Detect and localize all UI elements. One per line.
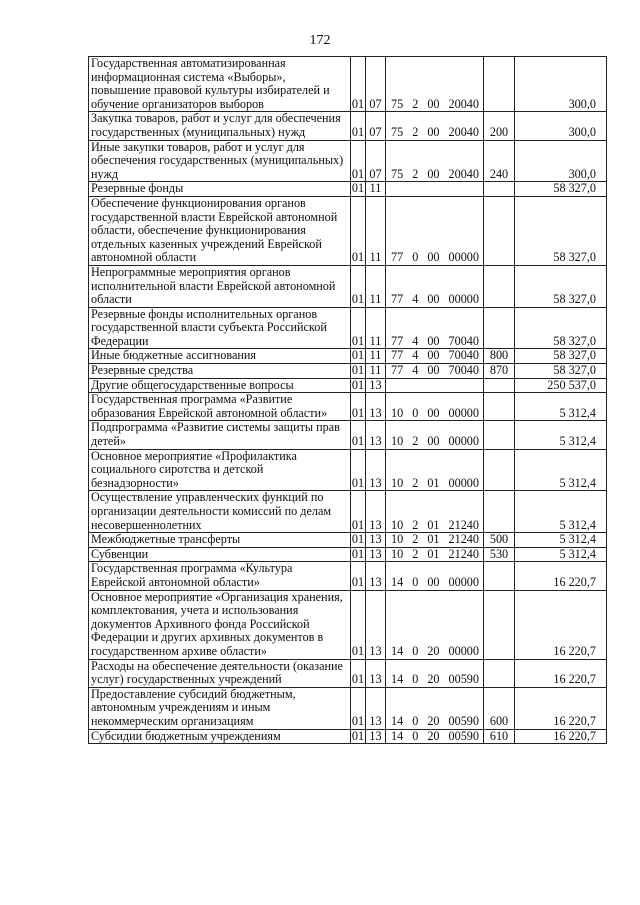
target-article-cell <box>386 421 484 449</box>
table-row <box>89 364 607 379</box>
target-article-part: 2 <box>412 124 419 139</box>
section-code-cell: 01 <box>351 57 366 112</box>
target-article-part: 2 <box>412 532 419 547</box>
target-article-part: 01 <box>427 517 440 532</box>
section-code-cell: 01 <box>351 393 366 421</box>
target-article-cell <box>386 182 484 197</box>
target-article-code <box>388 407 481 421</box>
expense-type-cell: 500 <box>484 533 515 548</box>
table-row <box>89 265 607 307</box>
target-article-part: 0 <box>412 672 419 687</box>
section-code-cell: 01 <box>351 449 366 491</box>
amount-cell: 16 220,7 <box>515 729 607 744</box>
target-article-code <box>388 519 481 533</box>
target-article-part: 77 <box>391 333 404 348</box>
target-article-part: 00 <box>427 434 440 449</box>
target-article-part: 20040 <box>448 124 479 139</box>
target-article-cell <box>386 196 484 265</box>
table-row <box>89 196 607 265</box>
table-row <box>89 182 607 197</box>
target-article-cell <box>386 729 484 744</box>
amount-cell: 300,0 <box>515 140 607 182</box>
target-article-cell <box>386 307 484 349</box>
target-article-part: 4 <box>412 292 419 307</box>
subsection-code-cell: 07 <box>366 57 386 112</box>
target-article-part: 10 <box>391 532 404 547</box>
subsection-code-cell: 13 <box>366 393 386 421</box>
row-name-cell: Обеспечение функционирования органов государственной власти Еврейской автономной области, обеспечение функционирования отдельных казенных учреждений Еврейской автономной области <box>89 196 351 265</box>
table-row <box>89 57 607 112</box>
table-row <box>89 590 607 659</box>
expense-type-cell <box>484 590 515 659</box>
target-article-cell <box>386 364 484 379</box>
row-name-cell: Подпрограмма «Развитие системы защиты прав детей» <box>89 421 351 449</box>
target-article-part: 2 <box>412 166 419 181</box>
subsection-code-cell: 13 <box>366 729 386 744</box>
row-name-cell: Иные закупки товаров, работ и услуг для обеспечения государственных (муниципальных) нужд <box>89 140 351 182</box>
target-article-cell <box>386 491 484 533</box>
section-code-cell: 01 <box>351 363 365 378</box>
target-article-code <box>388 349 481 363</box>
target-article-part: 20 <box>427 643 440 658</box>
target-article-part: 20040 <box>448 96 479 111</box>
amount-cell: 5 312,4 <box>515 533 607 548</box>
row-name-cell: Основное мероприятие «Организация хранения, комплектования, учета и использования документов Архивного фонда Российской Федерации и других архивных документов в государственном архиве области» <box>89 590 351 659</box>
amount-cell: 5 312,4 <box>515 449 607 491</box>
target-article-part: 0 <box>412 643 419 658</box>
expense-type-cell <box>484 378 515 393</box>
subsection-code-cell: 13 <box>366 659 386 687</box>
target-article-code <box>388 364 481 378</box>
amount-cell: 58 327,0 <box>515 349 607 364</box>
expense-type-cell <box>484 449 515 491</box>
target-article-part: 00 <box>427 348 440 363</box>
amount-cell: 16 220,7 <box>515 659 607 687</box>
expense-type-cell: 600 <box>484 687 515 729</box>
target-article-part: 2 <box>412 517 419 532</box>
subsection-code-cell: 11 <box>366 265 386 307</box>
expense-type-cell: 870 <box>484 364 515 379</box>
target-article-part: 77 <box>391 363 404 378</box>
amount-cell: 5 312,4 <box>515 393 607 421</box>
subsection-code-cell: 11 <box>366 349 386 364</box>
target-article-code <box>388 533 481 547</box>
expense-type-cell: 800 <box>484 349 515 364</box>
subsection-code-cell: 11 <box>366 307 386 349</box>
target-article-part: 77 <box>391 250 404 265</box>
expense-type-cell <box>484 491 515 533</box>
table-row <box>89 562 607 590</box>
subsection-code-cell: 11 <box>366 196 386 265</box>
target-article-code <box>388 730 481 744</box>
target-article-part: 20 <box>427 713 440 728</box>
section-code-cell: 01 <box>351 265 366 307</box>
page-number: 172 <box>309 33 331 48</box>
table-row <box>89 533 607 548</box>
target-article-code <box>388 645 481 659</box>
target-article-part: 00000 <box>448 574 479 589</box>
expense-type-cell: 610 <box>484 729 515 744</box>
target-article-cell <box>386 687 484 729</box>
row-name-cell: Иные бюджетные ассигнования <box>89 349 351 364</box>
target-article-part: 00000 <box>448 434 479 449</box>
subsection-code-cell: 13 <box>366 547 386 562</box>
section-code-cell: 01 <box>351 547 365 561</box>
subsection-code-cell: 11 <box>366 182 386 197</box>
target-article-part: 00590 <box>448 672 479 687</box>
section-code-cell: 01 <box>351 562 366 590</box>
subsection-code-cell: 13 <box>366 378 386 393</box>
subsection-code-cell: 13 <box>366 449 386 491</box>
budget-table-body <box>89 57 607 744</box>
target-article-part: 01 <box>427 547 440 561</box>
target-article-part: 75 <box>391 96 404 111</box>
subsection-code-cell: 13 <box>366 562 386 590</box>
target-article-part: 00 <box>427 96 440 111</box>
target-article-cell <box>386 533 484 548</box>
expense-type-cell <box>484 393 515 421</box>
table-row <box>89 140 607 182</box>
target-article-part: 4 <box>412 333 419 348</box>
expense-type-cell <box>484 307 515 349</box>
target-article-code <box>388 477 481 491</box>
target-article-code <box>388 548 481 562</box>
amount-cell: 58 327,0 <box>515 182 607 197</box>
target-article-cell <box>386 562 484 590</box>
table-row <box>89 307 607 349</box>
section-code-cell: 01 <box>351 307 366 349</box>
target-article-part: 4 <box>412 348 419 363</box>
subsection-code-cell: 13 <box>366 491 386 533</box>
expense-type-cell <box>484 562 515 590</box>
section-code-cell: 01 <box>351 590 366 659</box>
target-article-part: 70040 <box>448 333 479 348</box>
amount-cell: 5 312,4 <box>515 421 607 449</box>
row-name-cell: Расходы на обеспечение деятельности (оказание услуг) государственных учреждений <box>89 659 351 687</box>
expense-type-cell <box>484 659 515 687</box>
target-article-part: 01 <box>427 475 440 490</box>
section-code-cell: 01 <box>351 532 365 547</box>
target-article-part: 2 <box>412 96 419 111</box>
target-article-part: 00 <box>427 292 440 307</box>
row-name-cell: Закупка товаров, работ и услуг для обеспечения государственных (муниципальных) нужд <box>89 112 351 140</box>
target-article-cell <box>386 265 484 307</box>
amount-cell: 16 220,7 <box>515 562 607 590</box>
target-article-part: 10 <box>391 517 404 532</box>
amount-cell: 5 312,4 <box>515 547 607 562</box>
target-article-part: 2 <box>412 547 419 561</box>
target-article-part: 00000 <box>448 405 479 420</box>
amount-cell: 16 220,7 <box>515 687 607 729</box>
target-article-code <box>388 293 481 307</box>
target-article-part: 0 <box>412 574 419 589</box>
section-code-cell: 01 <box>351 659 366 687</box>
target-article-part: 00 <box>427 333 440 348</box>
target-article-part: 00 <box>427 363 440 378</box>
section-code-cell: 01 <box>351 196 366 265</box>
row-name-cell: Субсидии бюджетным учреждениям <box>89 729 351 744</box>
target-article-part: 70040 <box>448 348 479 363</box>
section-code-cell: 01 <box>351 112 366 140</box>
target-article-cell <box>386 140 484 182</box>
row-name-cell: Государственная автоматизированная информационная система «Выборы», повышение правовой культуры избирателей и обучение организаторов выборов <box>89 57 351 112</box>
amount-cell: 5 312,4 <box>515 491 607 533</box>
row-name-cell: Предоставление субсидий бюджетным, автономным учреждениям и иным некоммерческим организациям <box>89 687 351 729</box>
row-name-cell: Государственная программа «Развитие образования Еврейской автономной области» <box>89 393 351 421</box>
target-article-cell <box>386 590 484 659</box>
expense-type-cell <box>484 57 515 112</box>
target-article-part: 10 <box>391 434 404 449</box>
target-article-part: 14 <box>391 672 404 687</box>
section-code-cell: 01 <box>351 421 366 449</box>
target-article-part: 00000 <box>448 475 479 490</box>
target-article-part: 00 <box>427 574 440 589</box>
expense-type-cell <box>484 196 515 265</box>
target-article-code <box>388 98 481 112</box>
target-article-part: 75 <box>391 124 404 139</box>
expense-type-cell: 530 <box>484 547 515 562</box>
target-article-part: 0 <box>412 250 419 265</box>
target-article-code <box>388 168 481 182</box>
target-article-part: 14 <box>391 574 404 589</box>
subsection-code-cell: 11 <box>366 364 386 379</box>
target-article-part: 00 <box>427 166 440 181</box>
target-article-part: 21240 <box>448 547 479 561</box>
row-name-cell: Основное мероприятие «Профилактика социального сиротства и детской безнадзорности» <box>89 449 351 491</box>
target-article-code <box>388 335 481 349</box>
target-article-part: 14 <box>391 713 404 728</box>
target-article-part: 70040 <box>448 363 479 378</box>
table-row <box>89 449 607 491</box>
target-article-code <box>388 435 481 449</box>
target-article-part: 00000 <box>448 643 479 658</box>
target-article-part: 0 <box>412 405 419 420</box>
target-article-part: 4 <box>412 363 419 378</box>
target-article-cell <box>386 393 484 421</box>
target-article-cell <box>386 349 484 364</box>
target-article-part: 75 <box>391 166 404 181</box>
table-row <box>89 491 607 533</box>
target-article-cell <box>386 547 484 562</box>
table-row <box>89 393 607 421</box>
amount-cell: 300,0 <box>515 57 607 112</box>
amount-cell: 58 327,0 <box>515 364 607 379</box>
target-article-part: 2 <box>412 434 419 449</box>
section-code-cell: 01 <box>351 378 365 392</box>
target-article-part: 00590 <box>448 713 479 728</box>
target-article-code <box>388 126 481 140</box>
subsection-code-cell: 07 <box>366 140 386 182</box>
subsection-code-cell: 13 <box>366 421 386 449</box>
target-article-part: 00 <box>427 250 440 265</box>
table-row <box>89 349 607 364</box>
amount-cell: 16 220,7 <box>515 590 607 659</box>
target-article-part: 21240 <box>448 517 479 532</box>
row-name-cell: Осуществление управленческих функций по организации деятельности комиссий по делам несовершеннолетних <box>89 491 351 533</box>
table-row <box>89 421 607 449</box>
target-article-part: 00590 <box>448 729 479 743</box>
target-article-cell <box>386 57 484 112</box>
target-article-part: 20040 <box>448 166 479 181</box>
target-article-part: 10 <box>391 547 404 561</box>
target-article-code <box>388 251 481 265</box>
budget-table <box>88 56 607 744</box>
target-article-part: 00000 <box>448 292 479 307</box>
row-name-cell: Непрограммные мероприятия органов исполнительной власти Еврейской автономной области <box>89 265 351 307</box>
target-article-part: 01 <box>427 532 440 547</box>
amount-cell: 58 327,0 <box>515 307 607 349</box>
section-code-cell: 01 <box>351 687 366 729</box>
section-code-cell: 01 <box>351 491 366 533</box>
target-article-code <box>388 715 481 729</box>
row-name-cell: Межбюджетные трансферты <box>89 533 351 548</box>
row-name-cell: Резервные фонды <box>89 182 351 197</box>
target-article-part: 00 <box>427 405 440 420</box>
section-code-cell: 01 <box>351 729 365 743</box>
target-article-part: 10 <box>391 405 404 420</box>
amount-cell: 58 327,0 <box>515 196 607 265</box>
target-article-part: 20 <box>427 729 440 743</box>
table-row <box>89 378 607 393</box>
subsection-code-cell: 13 <box>366 590 386 659</box>
target-article-cell <box>386 659 484 687</box>
subsection-code-cell: 13 <box>366 687 386 729</box>
target-article-part: 21240 <box>448 532 479 547</box>
expense-type-cell: 200 <box>484 112 515 140</box>
section-code-cell: 01 <box>351 181 365 196</box>
expense-type-cell <box>484 421 515 449</box>
row-name-cell: Государственная программа «Культура Еврейской автономной области» <box>89 562 351 590</box>
target-article-cell <box>386 449 484 491</box>
row-name-cell: Резервные средства <box>89 364 351 379</box>
subsection-code-cell: 07 <box>366 112 386 140</box>
target-article-code <box>388 673 481 687</box>
section-code-cell: 01 <box>351 348 365 363</box>
expense-type-cell <box>484 182 515 197</box>
target-article-part: 20 <box>427 672 440 687</box>
table-row <box>89 729 607 744</box>
amount-cell: 58 327,0 <box>515 265 607 307</box>
table-row <box>89 112 607 140</box>
amount-cell: 250 537,0 <box>515 378 607 393</box>
table-row <box>89 547 607 562</box>
target-article-part: 14 <box>391 729 404 743</box>
target-article-part: 2 <box>412 475 419 490</box>
target-article-part: 00 <box>427 124 440 139</box>
target-article-part: 14 <box>391 643 404 658</box>
target-article-part: 77 <box>391 292 404 307</box>
target-article-code <box>388 576 481 590</box>
target-article-part: 0 <box>412 729 419 743</box>
expense-type-cell <box>484 265 515 307</box>
target-article-cell <box>386 378 484 393</box>
target-article-part: 10 <box>391 475 404 490</box>
target-article-cell <box>386 112 484 140</box>
expense-type-cell: 240 <box>484 140 515 182</box>
row-name-cell: Субвенции <box>89 547 351 562</box>
amount-cell: 300,0 <box>515 112 607 140</box>
row-name-cell: Другие общегосударственные вопросы <box>89 378 351 393</box>
section-code-cell: 01 <box>351 140 366 182</box>
target-article-part: 77 <box>391 348 404 363</box>
table-row <box>89 687 607 729</box>
row-name-cell: Резервные фонды исполнительных органов государственной власти субъекта Российской Федерации <box>89 307 351 349</box>
target-article-part: 00000 <box>448 250 479 265</box>
subsection-code-cell: 13 <box>366 533 386 548</box>
target-article-part: 0 <box>412 713 419 728</box>
table-row <box>89 659 607 687</box>
